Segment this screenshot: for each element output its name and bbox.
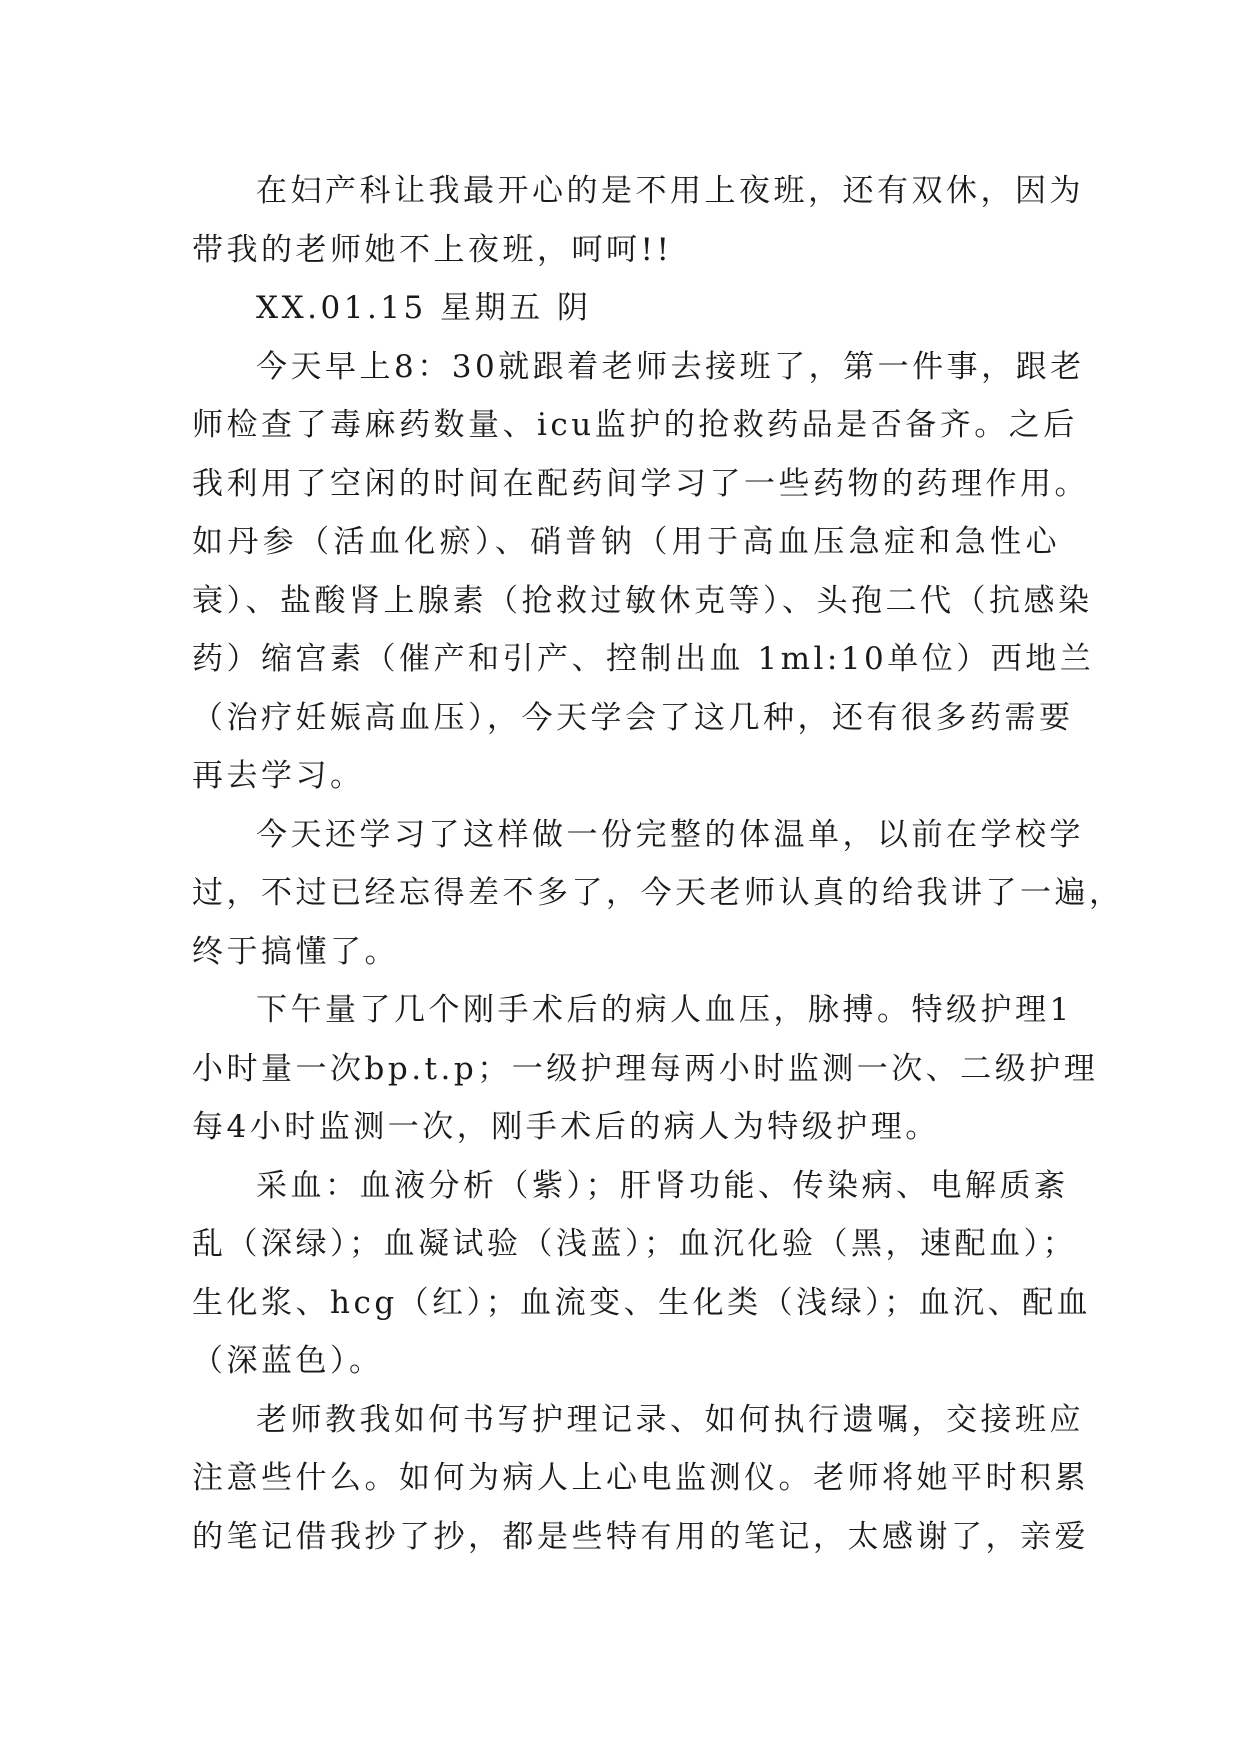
paragraph-line: 乱（深绿）；血凝试验（浅蓝）；血沉化验（黑，速配血）； <box>192 1226 1077 1262</box>
paragraph-line: 每4小时监测一次，刚手术后的病人为特级护理。 <box>192 1109 940 1145</box>
paragraph-line: 衰）、盐酸肾上腺素（抢救过敏休克等）、头孢二代（抗感染 <box>192 582 1093 619</box>
paragraph-line: 的笔记借我抄了抄，都是些特有用的笔记，太感谢了，亲爱 <box>192 1518 1089 1555</box>
paragraph-line: 生化浆、hcg（红）；血流变、生化类（浅绿）；血沉、配血 <box>192 1284 1092 1321</box>
paragraph-line: 如丹参（活血化瘀）、硝普钠（用于高血压急症和急性心 <box>192 524 1060 560</box>
paragraph-line: （深蓝色）。 <box>192 1343 384 1379</box>
paragraph-line: 注意些什么。如何为病人上心电监测仪。老师将她平时积累 <box>192 1460 1089 1496</box>
paragraph-line: 采血：血液分析（紫）；肝肾功能、传染病、电解质紊 <box>256 1167 1069 1204</box>
paragraph-line: 我利用了空闲的时间在配药间学习了一些药物的药理作用。 <box>192 465 1089 502</box>
date-line: XX.01.15 星期五 阴 <box>256 290 592 326</box>
paragraph-line: 带我的老师她不上夜班，呵呵!! <box>192 231 673 268</box>
paragraph-line: 终于搞懂了。 <box>192 933 399 970</box>
paragraph-line: （治疗妊娠高血压），今天学会了这几种，还有很多药需要 <box>192 699 1074 736</box>
paragraph-line: 药）缩宫素（催产和引产、控制出血 1ml:10单位）西地兰 <box>192 641 1095 677</box>
paragraph-line: 下午量了几个刚手术后的病人血压，脉搏。特级护理1 <box>256 992 1073 1028</box>
paragraph-line: 过，不过已经忘得差不多了，今天老师认真的给我讲了一遍， <box>192 875 1124 911</box>
paragraph-line: 今天还学习了这样做一份完整的体温单，以前在学校学 <box>256 816 1084 853</box>
paragraph-line: 老师教我如何书写护理记录、如何执行遗嘱，交接班应 <box>256 1401 1084 1438</box>
paragraph-line: 在妇产科让我最开心的是不用上夜班，还有双休，因为 <box>256 173 1084 209</box>
document-page <box>192 162 1124 1566</box>
paragraph-line: 再去学习。 <box>192 758 365 794</box>
paragraph-line: 今天早上8：30就跟着老师去接班了，第一件事，跟老 <box>256 348 1085 385</box>
paragraph-line: 小时量一次bp.t.p；一级护理每两小时监测一次、二级护理 <box>192 1050 1099 1087</box>
paragraph-line: 师检查了毒麻药数量、icu监护的抢救药品是否备齐。之后 <box>192 407 1078 443</box>
